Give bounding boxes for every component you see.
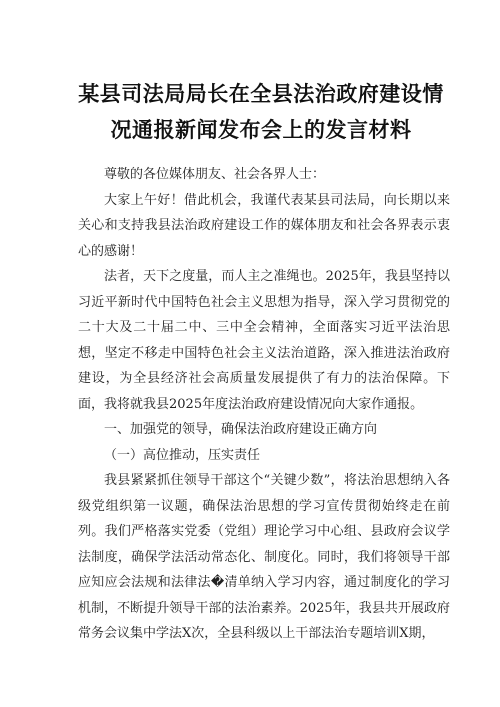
subsection-heading: （一）高位推动，压实责任 — [104, 447, 261, 463]
paragraph-greeting: 大家上午好！借此机会，我谨代表某县司法局，向长期以来关心和支持我县法治政府建设工作的媒体朋友和社会各界表示衷心的感谢！ — [78, 192, 450, 259]
title-line-1: 某县司法局局长在全县法治政府建设情 — [78, 82, 444, 106]
salutation: 尊敬的各位媒体朋友、社会各界人士： — [104, 167, 326, 182]
paragraph-intro: 法者，天下之度量，而人主之准绳也。2025年，我县坚持以习近平新时代中国特色社会主义思想为指导，深入学习贯彻党的二十大及二十届二中、三中全会精神，全面落实习近平法治思想，坚定不移走中国特色社会主义法治道路，深入推进法治政府建设，为全县经济社会高质量发展提供了有力的法治保障。下面，我将就我县2025年度法治政府建设情况向大家作通报。 — [78, 269, 450, 412]
document-title — [72, 76, 450, 148]
section-heading: 一、加强党的领导，确保法治政府建设正确方向 — [104, 422, 378, 437]
title-line-2: 况通报新闻发布会上的发言材料 — [110, 118, 412, 142]
paragraph-body: 我县紧紧抓住领导干部这个“关键少数”，将法治思想纳入各级党组织第一议题，确保法治思想的学习宣传贯彻始终走在前列。我们严格落实党委（党组）理论学习中心组、县政府会议学法制度，确保学法活动常态化、制度化。同时，我们将领导干部应知应会法规和法律法�清单纳入学习内容，通过制度化的学习机制，不断提升领导干部的法治素养。2025年，我县共开展政府常务会议集中学法X次，全县科级以上干部法治专题培训X期， — [78, 473, 450, 641]
